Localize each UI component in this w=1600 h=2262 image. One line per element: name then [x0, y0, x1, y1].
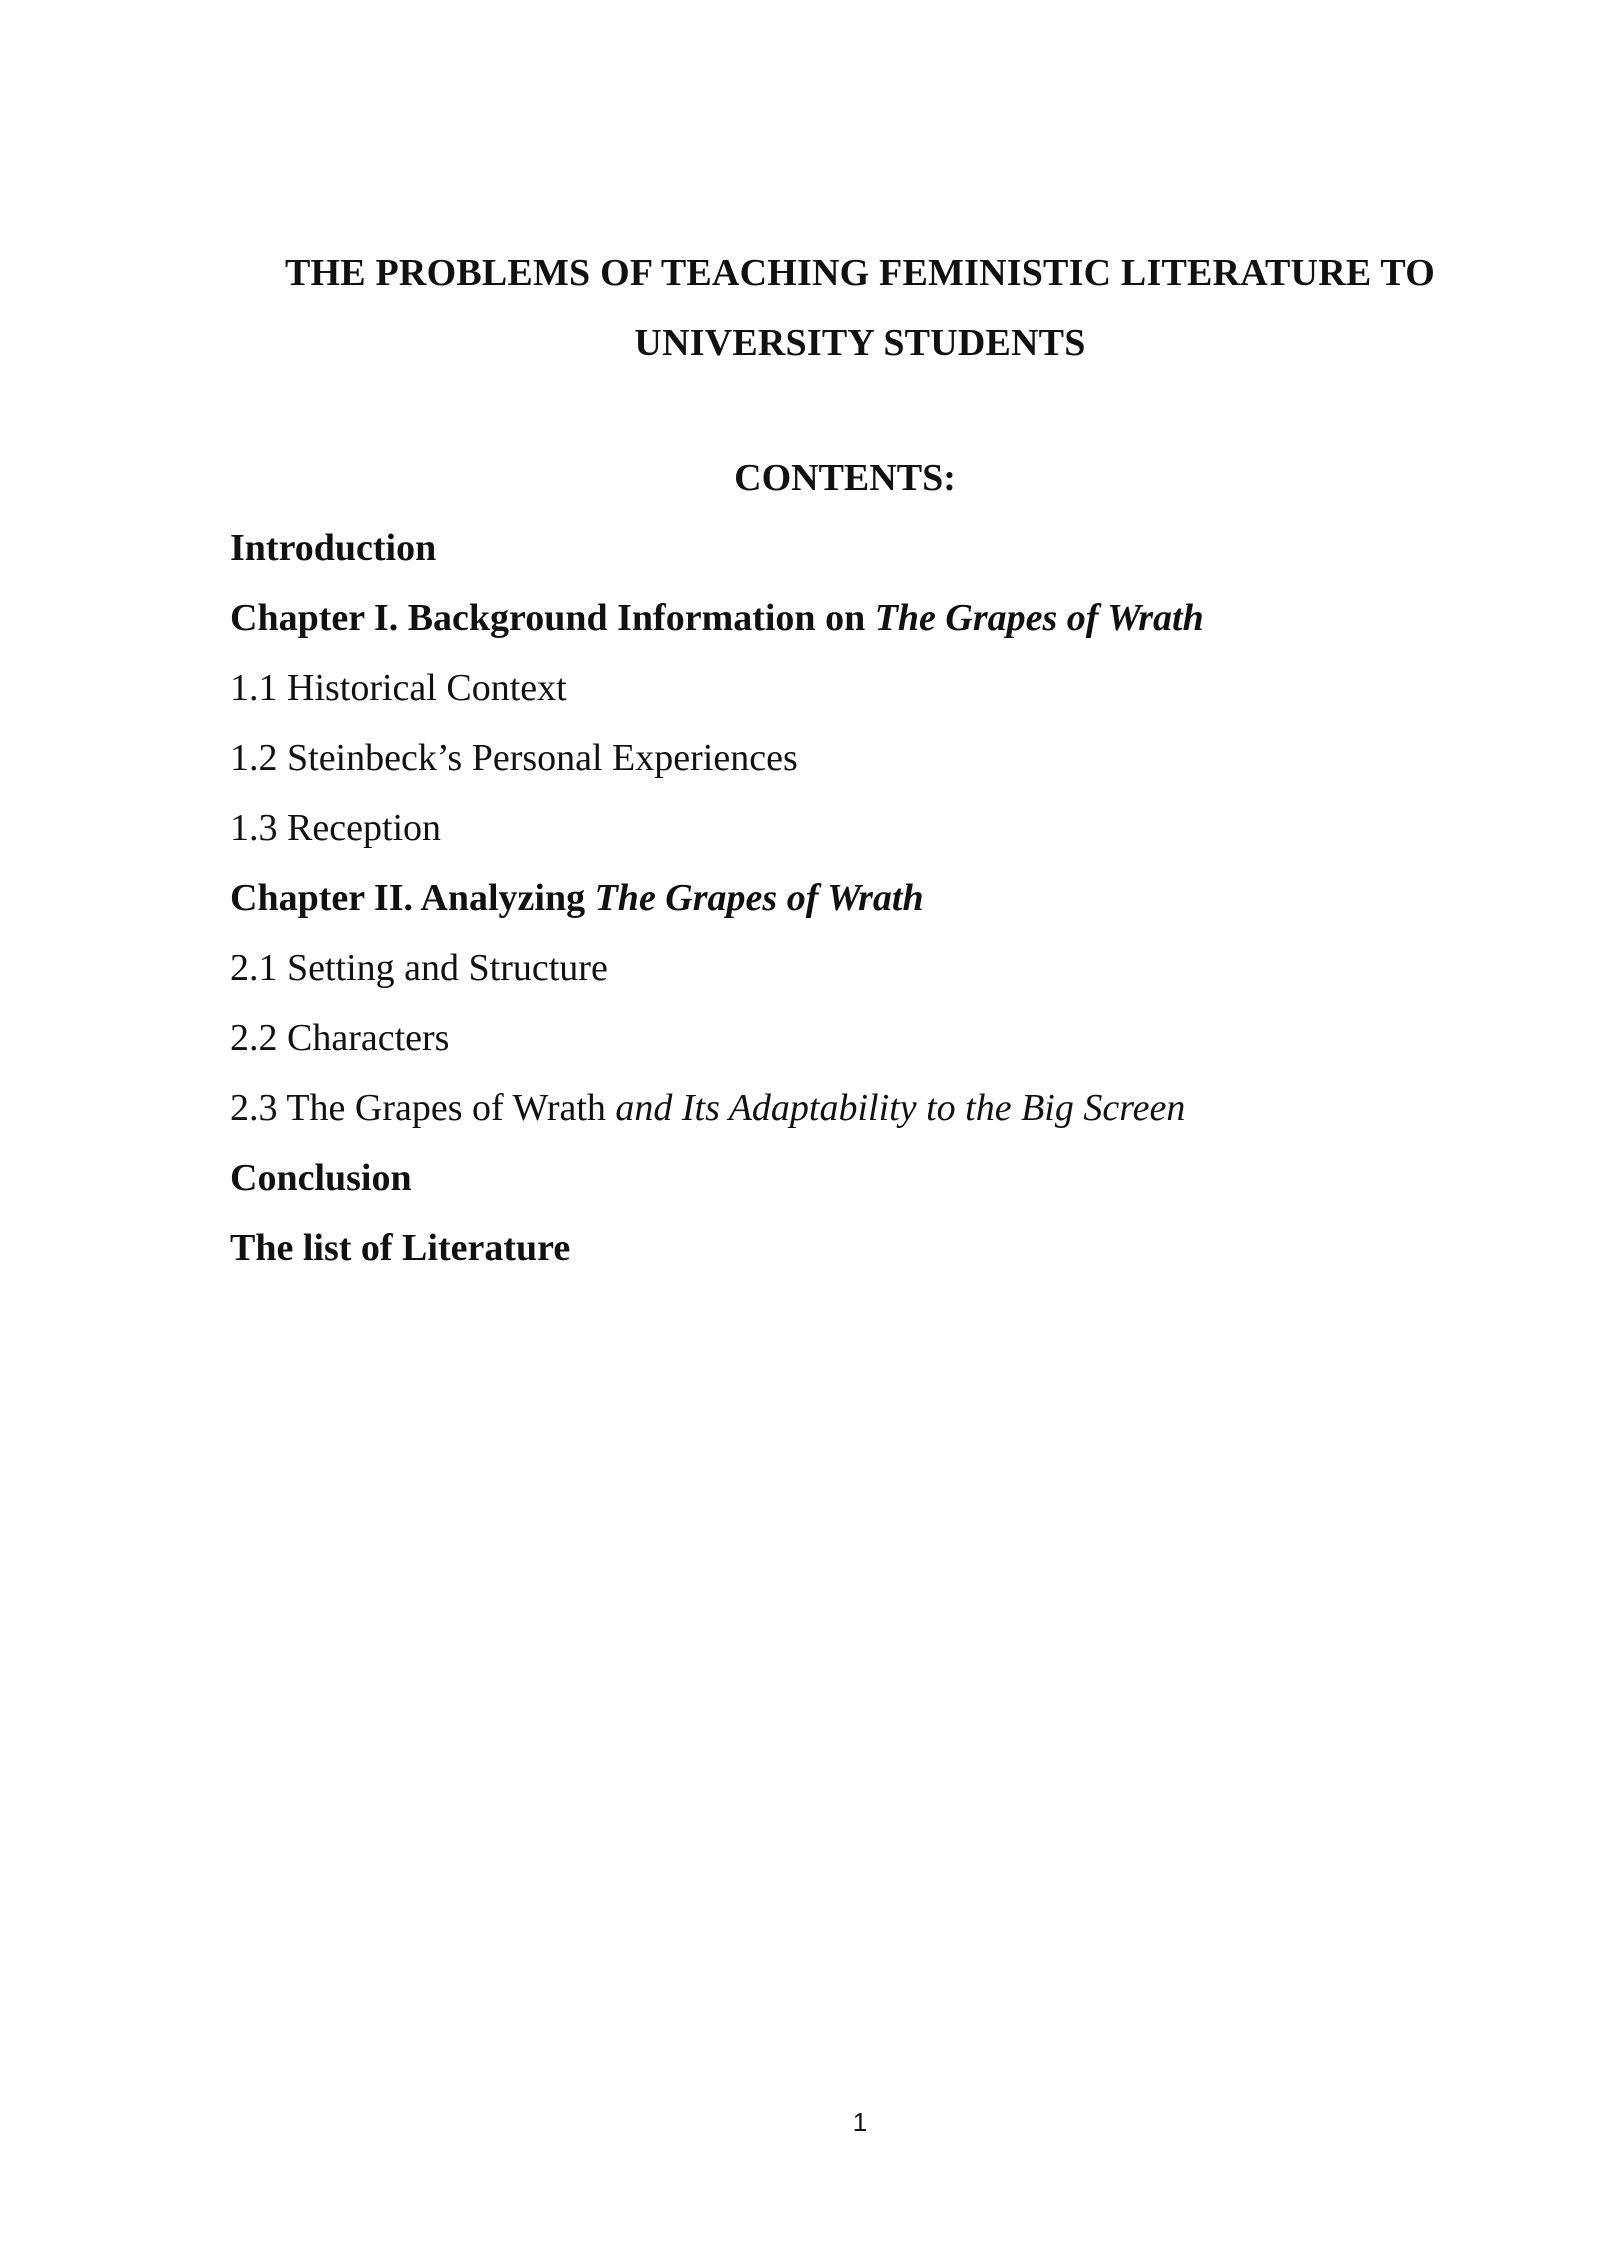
toc-entry-text: Conclusion	[230, 1157, 412, 1199]
toc-entry-list-of-literature	[230, 1220, 1430, 1290]
toc-entry-2-1	[230, 940, 1430, 1010]
title-line-2: UNIVERSITY STUDENTS	[634, 322, 1086, 364]
toc-entry-introduction	[230, 520, 1430, 590]
document-title	[230, 238, 1490, 378]
toc-entry-chapter-1	[230, 590, 1430, 660]
toc-entry-text: 2.3 The Grapes of Wrath	[230, 1087, 616, 1129]
toc-entry-2-2	[230, 1010, 1430, 1080]
toc-entry-1-1	[230, 660, 1430, 730]
toc-entry-text: Chapter II. Analyzing	[230, 877, 595, 919]
toc-entry-italic: The Grapes of Wrath	[874, 597, 1204, 639]
toc-entry-italic: and Its Adaptability to the Big Screen	[615, 1087, 1186, 1129]
toc-entry-1-2	[230, 730, 1430, 800]
toc-entry-text: Introduction	[230, 527, 437, 569]
toc-entry-text: Chapter I. Background Information on	[230, 597, 875, 639]
toc-entry-text: 1.3 Reception	[230, 807, 442, 849]
page-number: 1	[852, 2107, 868, 2137]
toc-entry-1-3	[230, 800, 1430, 870]
toc-entry-chapter-2	[230, 870, 1430, 940]
toc-entry-text: 1.2 Steinbeck’s Personal Experiences	[230, 737, 798, 779]
table-of-contents	[230, 520, 1430, 1290]
title-line-1: THE PROBLEMS OF TEACHING FEMINISTIC LITERATURE TO	[284, 252, 1436, 294]
contents-heading: CONTENTS:	[734, 457, 956, 499]
toc-entry-conclusion	[230, 1150, 1430, 1220]
toc-entry-2-3	[230, 1080, 1430, 1150]
toc-entry-text: 2.1 Setting and Structure	[230, 947, 608, 989]
toc-entry-text: 1.1 Historical Context	[230, 667, 567, 709]
toc-entry-text: 2.2 Characters	[230, 1017, 450, 1059]
toc-entry-italic: The Grapes of Wrath	[594, 877, 924, 919]
toc-entry-text: The list of Literature	[230, 1227, 571, 1269]
